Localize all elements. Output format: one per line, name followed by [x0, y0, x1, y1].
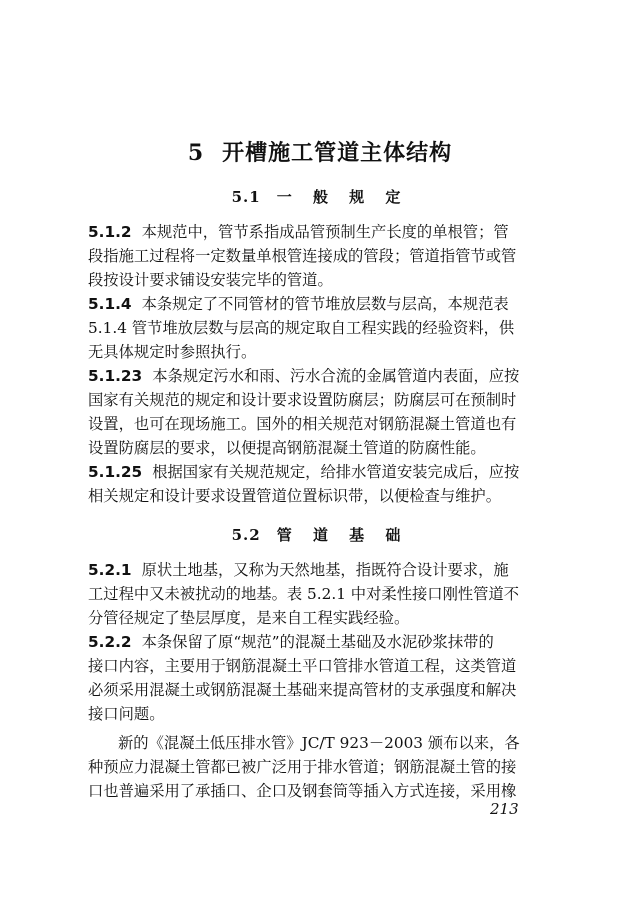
- paragraph-line: [88, 438, 534, 460]
- line-text: 原状土地基，又称为天然地基，指既符合设计要求，施: [141, 561, 509, 579]
- paragraph-line: [88, 222, 534, 244]
- clause-number: 5.1.2: [88, 223, 132, 241]
- clause-number: 5.2.2: [88, 633, 132, 651]
- section-number: 5.1: [231, 188, 261, 206]
- line-text: 分管径规定了垫层厚度，是来自工程实践经验。: [88, 609, 410, 627]
- paragraph-line: [88, 390, 534, 412]
- chapter-title: [0, 136, 640, 167]
- line-text: 设置防腐层的要求，以便提高钢筋混凝土管道的防腐性能。: [88, 439, 486, 457]
- line-text: 段按设计要求铺设安装完毕的管道。: [88, 271, 333, 289]
- line-text: 接口问题。: [88, 705, 165, 723]
- line-text: 本条保留了原“规范”的混凝土基础及水泥砂浆抹带的: [141, 633, 494, 651]
- paragraph-line: [88, 342, 534, 364]
- line-text: 种预应力混凝土管都已被广泛用于排水管道；钢筋混凝土管的接: [88, 758, 517, 776]
- paragraph-line: [88, 781, 534, 803]
- line-text: 口也普遍采用了承插口、企口及钢套筒等插入方式连接，采用橡: [88, 782, 517, 800]
- paragraph-line: [88, 733, 564, 755]
- section-title-5-2: [0, 524, 640, 545]
- line-text: 新的《混凝土低压排水管》JC/T 923－2003 颁布以来，各: [118, 734, 520, 752]
- paragraph-line: [88, 704, 534, 726]
- paragraph-line: [88, 757, 534, 779]
- paragraph-line: [88, 462, 534, 484]
- chapter-name: 开槽施工管道主体结构: [222, 140, 453, 166]
- clause-number: 5.1.4: [88, 295, 132, 313]
- line-text: 相关规定和设计要求设置管道位置标识带，以便检查与维护。: [88, 487, 502, 505]
- paragraph-line: [88, 270, 534, 292]
- page-number: 213: [490, 800, 519, 818]
- line-text: 无具体规定时参照执行。: [88, 343, 257, 361]
- line-text: 设置，也可在现场施工。国外的相关规范对钢筋混凝土管道也有: [88, 415, 517, 433]
- paragraph-line: [88, 486, 534, 508]
- paragraph-line: [88, 584, 534, 606]
- clause-number: 5.1.25: [88, 463, 143, 481]
- line-text: 必须采用混凝土或钢筋混凝土基础来提高管材的支承强度和解决: [88, 681, 517, 699]
- line-text: 国家有关规范的规定和设计要求设置防腐层；防腐层可在预制时: [88, 391, 517, 409]
- section-title-5-1: [0, 186, 640, 207]
- chapter-number: 5: [187, 140, 205, 166]
- line-text: 本规范中，管节系指成品管预制生产长度的单根管；管: [141, 223, 509, 241]
- section-number: 5.2: [231, 526, 261, 544]
- paragraph-line: [88, 680, 534, 702]
- paragraph-line: [88, 608, 534, 630]
- paragraph-line: [88, 632, 534, 654]
- clause-number: 5.2.1: [88, 561, 132, 579]
- paragraph-line: [88, 246, 534, 268]
- paragraph-line: [88, 318, 534, 340]
- line-text: 根据国家有关规范规定，给排水管道安装完成后，应按: [152, 463, 520, 481]
- section-name: 一 般 规 定: [276, 188, 409, 206]
- line-text: 工过程中又未被扰动的地基。表 5.2.1 中对柔性接口刚性管道不: [88, 585, 520, 603]
- line-text: 接口内容，主要用于钢筋混凝土平口管排水管道工程，这类管道: [88, 657, 517, 675]
- line-text: 5.1.4 管节堆放层数与层高的规定取自工程实践的经验资料，供: [88, 319, 515, 337]
- clause-number: 5.1.23: [88, 367, 143, 385]
- paragraph-line: [88, 656, 534, 678]
- line-text: 本条规定了不同管材的管节堆放层数与层高，本规范表: [141, 295, 509, 313]
- paragraph-line: [88, 294, 534, 316]
- paragraph-line: [88, 560, 534, 582]
- line-text: 本条规定污水和雨、污水合流的金属管道内表面，应按: [152, 367, 520, 385]
- paragraph-line: [88, 414, 534, 436]
- paragraph-line: [88, 366, 534, 388]
- line-text: 段指施工过程将一定数量单根管连接成的管段；管道指管节或管: [88, 247, 517, 265]
- section-name: 管 道 基 础: [276, 526, 409, 544]
